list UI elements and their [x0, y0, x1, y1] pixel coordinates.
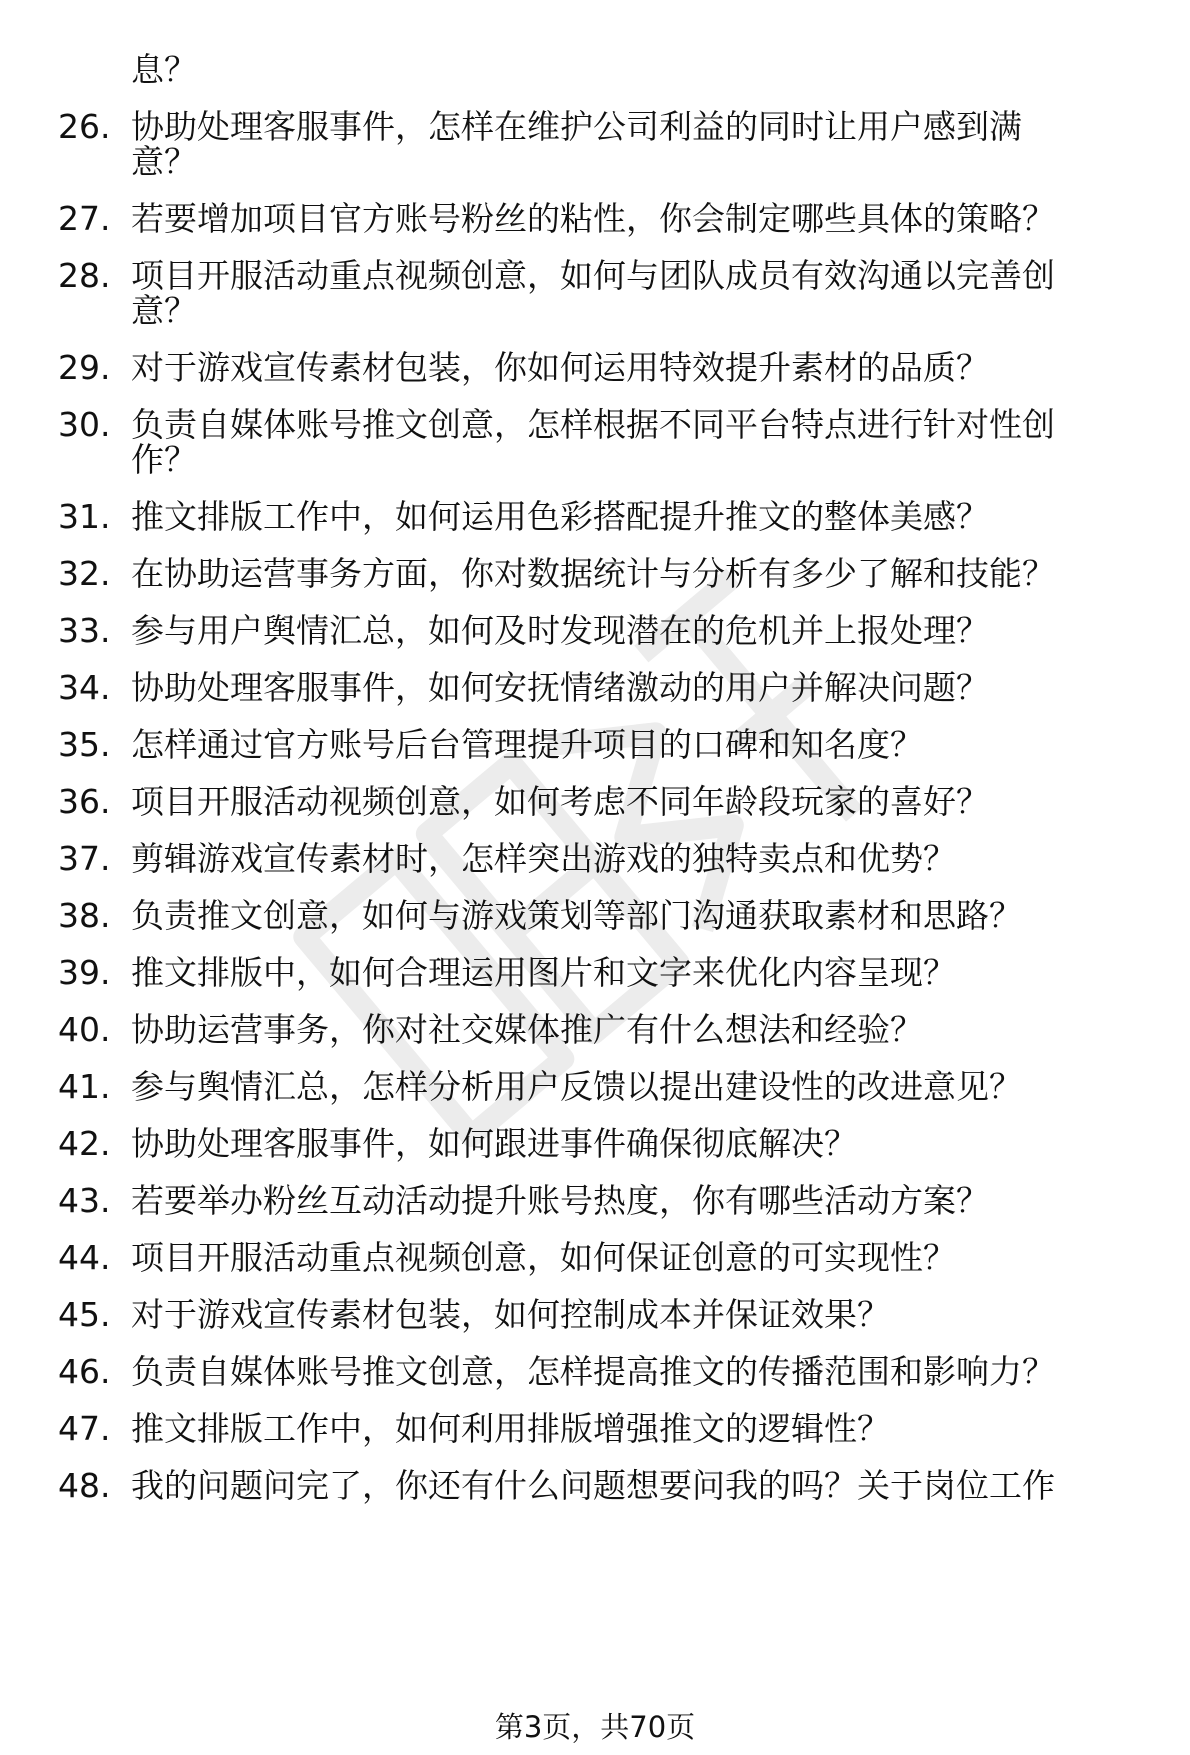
question-text: [131, 405, 1141, 479]
question-text-line: 参与舆情汇总，怎样分析用户反馈以提出建设性的改进意见？: [131, 1067, 1022, 1106]
question-text-line: 作？: [131, 440, 197, 479]
question-text: [131, 1181, 1141, 1220]
question-text-line: 意？: [131, 291, 197, 330]
question-text: [131, 839, 1141, 878]
question-text: [131, 256, 1141, 330]
question-text: [131, 1352, 1141, 1391]
question-text: [131, 1010, 1141, 1049]
question-number: 39.: [58, 953, 111, 992]
question-text-line: 对于游戏宣传素材包装，你如何运用特效提升素材的品质？: [131, 348, 989, 387]
question-text-line: 在协助运营事务方面，你对数据统计与分析有多少了解和技能？: [131, 554, 1055, 593]
page-number-footer: 第3页，共70页: [494, 1710, 696, 1744]
question-number: 36.: [58, 782, 111, 821]
question-text: [131, 497, 1141, 536]
question-text: [131, 782, 1141, 821]
question-text: [131, 1409, 1141, 1448]
question-text: [131, 896, 1141, 935]
question-number: 38.: [58, 896, 111, 935]
question-number: 41.: [58, 1067, 111, 1106]
question-number: 43.: [58, 1181, 111, 1220]
question-number: 45.: [58, 1295, 111, 1334]
continuation-text: 息？: [131, 50, 197, 89]
question-text: [131, 953, 1141, 992]
question-text: [131, 348, 1141, 387]
question-text-line: 怎样通过官方账号后台管理提升项目的口碑和知名度？: [131, 725, 923, 764]
question-text-line: 协助处理客服事件，怎样在维护公司利益的同时让用户感到满: [131, 107, 1022, 146]
question-number: 46.: [58, 1352, 111, 1391]
question-text: [131, 668, 1141, 707]
question-number: 29.: [58, 348, 111, 387]
question-text-line: 若要增加项目官方账号粉丝的粘性，你会制定哪些具体的策略？: [131, 199, 1055, 238]
question-text: [131, 1124, 1141, 1163]
question-number: 44.: [58, 1238, 111, 1277]
question-text-line: 负责自媒体账号推文创意，怎样根据不同平台特点进行针对性创: [131, 405, 1055, 444]
question-number: 32.: [58, 554, 111, 593]
question-number: 27.: [58, 199, 111, 238]
question-text-line: 协助处理客服事件，如何安抚情绪激动的用户并解决问题？: [131, 668, 989, 707]
question-text-line: 若要举办粉丝互动活动提升账号热度，你有哪些活动方案？: [131, 1181, 989, 1220]
question-number: 28.: [58, 256, 111, 295]
question-text: [131, 554, 1141, 593]
question-number: 31.: [58, 497, 111, 536]
question-text-line: 推文排版工作中，如何运用色彩搭配提升推文的整体美感？: [131, 497, 989, 536]
question-text-line: 我的问题问完了，你还有什么问题想要问我的吗？关于岗位工作: [131, 1466, 1055, 1505]
question-text: [131, 1238, 1141, 1277]
question-text-line: 项目开服活动重点视频创意，如何与团队成员有效沟通以完善创: [131, 256, 1055, 295]
question-number: 35.: [58, 725, 111, 764]
question-text: [131, 611, 1141, 650]
question-text-line: 协助运营事务，你对社交媒体推广有什么想法和经验？: [131, 1010, 923, 1049]
question-text: [131, 1466, 1141, 1505]
question-text-line: 意？: [131, 142, 197, 181]
question-number: 42.: [58, 1124, 111, 1163]
question-number: 47.: [58, 1409, 111, 1448]
question-text-line: 协助处理客服事件，如何跟进事件确保彻底解决？: [131, 1124, 857, 1163]
question-text-line: 推文排版中，如何合理运用图片和文字来优化内容呈现？: [131, 953, 956, 992]
question-text-line: 负责自媒体账号推文创意，怎样提高推文的传播范围和影响力？: [131, 1352, 1055, 1391]
question-number: 30.: [58, 405, 111, 444]
question-text: [131, 1295, 1141, 1334]
question-text-line: 剪辑游戏宣传素材时，怎样突出游戏的独特卖点和优势？: [131, 839, 956, 878]
question-number: 33.: [58, 611, 111, 650]
question-number: 26.: [58, 107, 111, 146]
question-text-line: 对于游戏宣传素材包装，如何控制成本并保证效果？: [131, 1295, 890, 1334]
question-text-line: 项目开服活动视频创意，如何考虑不同年龄段玩家的喜好？: [131, 782, 989, 821]
question-text-line: 推文排版工作中，如何利用排版增强推文的逻辑性？: [131, 1409, 890, 1448]
question-text: [131, 107, 1141, 181]
question-number: 48.: [58, 1466, 111, 1505]
question-number: 37.: [58, 839, 111, 878]
question-text: [131, 1067, 1141, 1106]
question-text: [131, 725, 1141, 764]
question-text: [131, 199, 1141, 238]
question-text-line: 负责推文创意，如何与游戏策划等部门沟通获取素材和思路？: [131, 896, 1022, 935]
question-number: 34.: [58, 668, 111, 707]
question-text-line: 参与用户舆情汇总，如何及时发现潜在的危机并上报处理？: [131, 611, 989, 650]
question-number: 40.: [58, 1010, 111, 1049]
question-text-line: 项目开服活动重点视频创意，如何保证创意的可实现性？: [131, 1238, 956, 1277]
